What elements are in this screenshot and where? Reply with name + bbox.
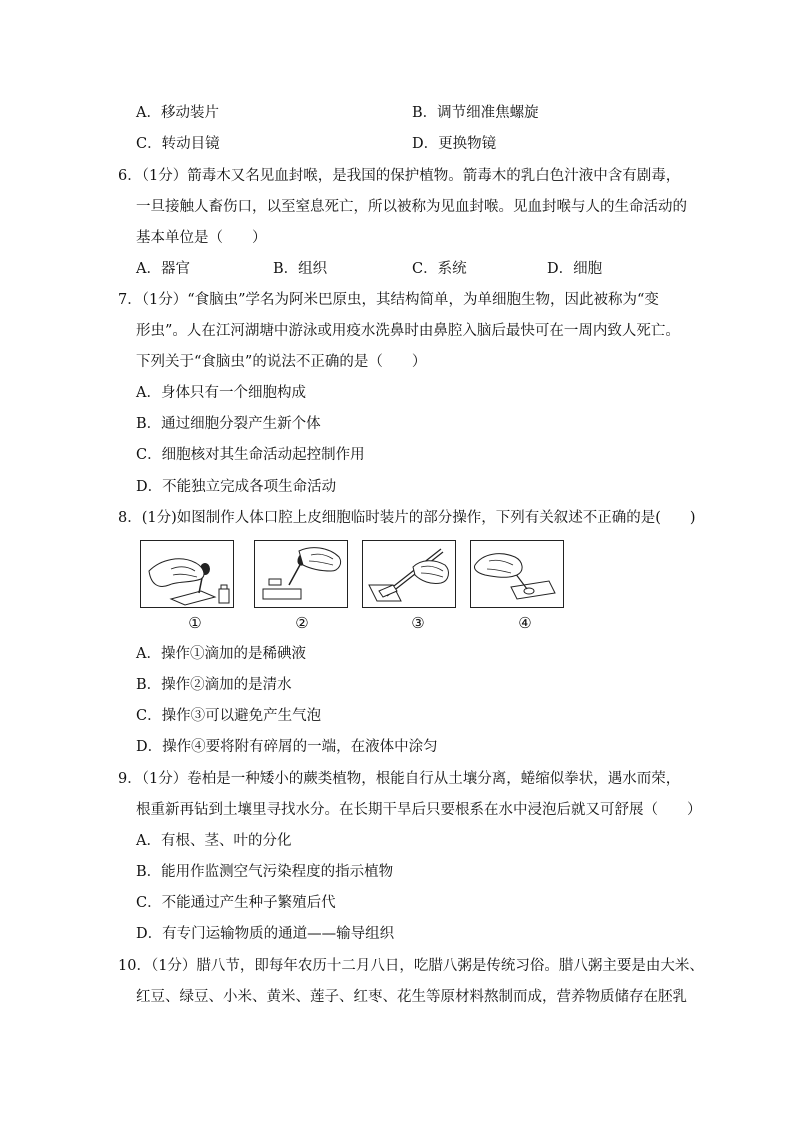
figure-step-3-cover-slip <box>362 540 456 608</box>
q9-stem-line1: 9．（1分）卷柏是一种矮小的蕨类植物，根能自行从土壤分离，蜷缩似拳状，遇水而荣， <box>118 771 681 787</box>
q6-stem-line1: 6．（1分）箭毒木又名见血封喉，是我国的保护植物。箭毒木的乳白色汁液中含有剧毒， <box>118 168 681 184</box>
figure-label-4: ④ <box>518 614 532 632</box>
q10-stem-line2: 红豆、绿豆、小米、黄米、莲子、红枣、花生等原材料熬制而成，营养物质储存在胚乳 <box>136 989 687 1005</box>
figure-step-2-dropping-water <box>254 540 348 608</box>
q6-option-d: D．细胞 <box>547 261 603 277</box>
figure-label-3: ③ <box>411 614 425 632</box>
figure-step-4-smearing <box>470 540 564 608</box>
q6-option-c: C．系统 <box>412 261 467 277</box>
q7-option-a: A．身体只有一个细胞构成 <box>136 385 306 401</box>
figure-label-1: ① <box>188 614 202 632</box>
q6-stem-line3: 基本单位是（ ） <box>136 230 267 246</box>
q9-stem-line2: 根重新再钻到土壤里寻找水分。在长期干旱后只要根系在水中浸泡后就又可舒展（ ） <box>136 802 702 818</box>
q5-option-b: B．调节细准焦螺旋 <box>412 105 539 121</box>
q7-stem-line3: 下列关于“食脑虫”的说法不正确的是（ ） <box>136 354 427 370</box>
q5-option-c: C．转动目镜 <box>136 136 220 152</box>
q7-option-b: B．通过细胞分裂产生新个体 <box>136 416 321 432</box>
q9-option-b: B．能用作监测空气污染程度的指示植物 <box>136 864 394 880</box>
q6-stem-line2: 一旦接触人畜伤口，以至窒息死亡，所以被称为见血封喉。见血封喉与人的生命活动的 <box>136 199 687 215</box>
q6-option-b: B．组织 <box>273 261 328 277</box>
q7-option-d: D．不能独立完成各项生命活动 <box>136 479 337 495</box>
q10-stem-line1: 10．（1分）腊八节，即每年农历十二月八日，吃腊八粥是传统习俗。腊八粥主要是由大米、 <box>118 958 704 974</box>
q8-option-c: C．操作③可以避免产生气泡 <box>136 708 322 724</box>
q8-option-d: D．操作④要将附有碎屑的一端，在液体中涂匀 <box>136 739 438 755</box>
q7-option-c: C．细胞核对其生命活动起控制作用 <box>136 447 365 463</box>
q5-option-d: D．更换物镜 <box>412 136 497 152</box>
q6-option-a: A．器官 <box>136 261 190 277</box>
q8-option-b: B．操作②滴加的是清水 <box>136 677 292 693</box>
figure-step-1-dropping-liquid <box>140 540 234 608</box>
q5-option-a: A．移动装片 <box>136 105 219 121</box>
q9-option-d: D．有专门运输物质的通道——输导组织 <box>136 926 395 942</box>
q9-option-a: A．有根、茎、叶的分化 <box>136 833 292 849</box>
q8-option-a: A．操作①滴加的是稀碘液 <box>136 646 306 662</box>
q8-stem-line1: 8．(1分)如图制作人体口腔上皮细胞临时装片的部分操作，下列有关叙述不正确的是( ) <box>118 510 696 526</box>
q7-stem-line2: 形虫”。人在江河湖塘中游泳或用疫水洗鼻时由鼻腔入脑后最快可在一周内致人死亡。 <box>136 323 680 339</box>
q7-stem-line1: 7．（1分）“食脑虫”学名为阿米巴原虫，其结构简单，为单细胞生物，因此被称为“变 <box>118 292 659 308</box>
figure-label-2: ② <box>295 614 309 632</box>
q9-option-c: C．不能通过产生种子繁殖后代 <box>136 895 336 911</box>
